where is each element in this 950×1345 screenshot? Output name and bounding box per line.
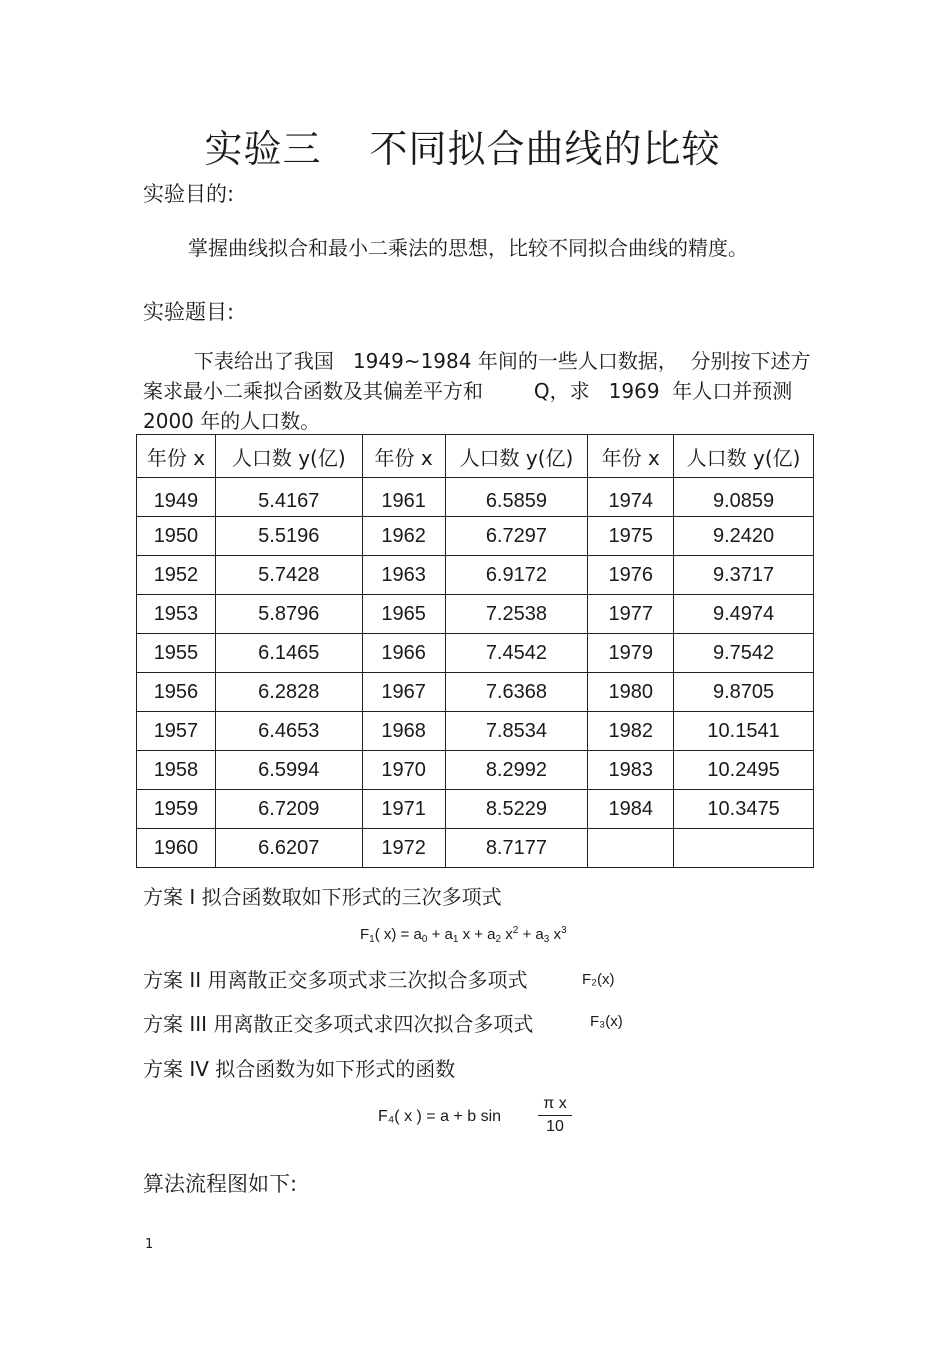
header-population: 人口数 y(亿) xyxy=(215,435,362,478)
population-cell: 5.5196 xyxy=(215,517,362,556)
population-cell: 7.6368 xyxy=(445,673,588,712)
population-cell: 6.7297 xyxy=(445,517,588,556)
problem-line: 2000 年的人口数。 xyxy=(143,409,321,433)
year-cell: 1967 xyxy=(362,673,445,712)
year-cell: 1957 xyxy=(137,712,216,751)
year-cell: 1959 xyxy=(137,790,216,829)
year-cell: 1976 xyxy=(588,556,674,595)
formula-f4: F₄( x ) = a + b sin xyxy=(378,1108,502,1125)
year-cell: 1955 xyxy=(137,634,216,673)
table-row xyxy=(137,751,814,790)
population-cell: 9.4974 xyxy=(674,595,814,634)
population-cell: 6.9172 xyxy=(445,556,588,595)
year-cell: 1960 xyxy=(137,829,216,868)
year-cell: 1971 xyxy=(362,790,445,829)
table-row xyxy=(137,634,814,673)
population-cell: 8.5229 xyxy=(445,790,588,829)
page-title: 实验三 不同拟合曲线的比较 xyxy=(204,127,721,171)
fraction-numerator: π x xyxy=(543,1095,567,1112)
scheme-1: 方案 I 拟合函数取如下形式的三次多项式 xyxy=(143,885,502,909)
purpose-text: 掌握曲线拟合和最小二乘法的思想，比较不同拟合曲线的精度。 xyxy=(188,236,748,260)
population-cell: 5.7428 xyxy=(215,556,362,595)
population-cell: 10.3475 xyxy=(674,790,814,829)
population-cell: 8.7177 xyxy=(445,829,588,868)
page-number: 1 xyxy=(145,1237,154,1252)
year-cell: 1952 xyxy=(137,556,216,595)
header-population: 人口数 y(亿) xyxy=(674,435,814,478)
flow-heading: 算法流程图如下: xyxy=(143,1172,298,1196)
header-population: 人口数 y(亿) xyxy=(445,435,588,478)
population-table xyxy=(136,434,814,868)
scheme-2: 方案 II 用离散正交多项式求三次拟合多项式 xyxy=(143,968,528,992)
year-cell: 1950 xyxy=(137,517,216,556)
population-cell: 6.7209 xyxy=(215,790,362,829)
formula-f2: F₂(x) xyxy=(582,971,615,988)
formula-f3: F₃(x) xyxy=(590,1013,623,1030)
year-cell: 1983 xyxy=(588,751,674,790)
year-cell: 1980 xyxy=(588,673,674,712)
table-row xyxy=(137,517,814,556)
year-cell: 1965 xyxy=(362,595,445,634)
population-cell: 10.2495 xyxy=(674,751,814,790)
formula-f4-fraction xyxy=(538,1095,572,1136)
problem-line: 下表给出了我国 1949~1984 年间的一些人口数据， 分别按下述方 xyxy=(143,349,811,373)
problem-line: 案求最小二乘拟合函数及其偏差平方和 Q，求 1969 年人口并预测 xyxy=(143,379,793,403)
year-cell: 1961 xyxy=(362,478,445,517)
formula-f1: $F_1$( $x) = a_0 + a_1$ $x + a_2$ $x^2 + a_3$ $x^3$ xyxy=(360,925,567,945)
population-cell: 6.2828 xyxy=(215,673,362,712)
table-row xyxy=(137,673,814,712)
population-cell: 6.5994 xyxy=(215,751,362,790)
year-cell: 1979 xyxy=(588,634,674,673)
year-cell: 1968 xyxy=(362,712,445,751)
scheme-3: 方案 III 用离散正交多项式求四次拟合多项式 xyxy=(143,1012,534,1036)
problem-text xyxy=(143,346,813,436)
population-cell: 6.1465 xyxy=(215,634,362,673)
population-cell: 9.3717 xyxy=(674,556,814,595)
year-cell: 1984 xyxy=(588,790,674,829)
table-row xyxy=(137,556,814,595)
population-cell: 8.2992 xyxy=(445,751,588,790)
population-cell: 9.8705 xyxy=(674,673,814,712)
table-row xyxy=(137,790,814,829)
header-year: 年份 x xyxy=(362,435,445,478)
population-cell: 5.4167 xyxy=(215,478,362,517)
table-row xyxy=(137,829,814,868)
year-cell: 1958 xyxy=(137,751,216,790)
fraction-denominator: 10 xyxy=(546,1118,564,1135)
population-cell: 6.5859 xyxy=(445,478,588,517)
year-cell: 1982 xyxy=(588,712,674,751)
population-cell: 9.7542 xyxy=(674,634,814,673)
population-cell: 10.1541 xyxy=(674,712,814,751)
population-cell: 6.6207 xyxy=(215,829,362,868)
year-cell: 1972 xyxy=(362,829,445,868)
table-header-row xyxy=(137,435,814,478)
header-year: 年份 x xyxy=(137,435,216,478)
population-cell xyxy=(674,829,814,868)
year-cell: 1977 xyxy=(588,595,674,634)
year-cell: 1970 xyxy=(362,751,445,790)
population-cell: 7.4542 xyxy=(445,634,588,673)
year-cell: 1975 xyxy=(588,517,674,556)
population-cell: 9.2420 xyxy=(674,517,814,556)
problem-heading: 实验题目: xyxy=(143,300,235,324)
table-row xyxy=(137,712,814,751)
population-cell: 6.4653 xyxy=(215,712,362,751)
population-cell: 5.8796 xyxy=(215,595,362,634)
year-cell: 1956 xyxy=(137,673,216,712)
year-cell: 1974 xyxy=(588,478,674,517)
population-cell: 9.0859 xyxy=(674,478,814,517)
year-cell xyxy=(588,829,674,868)
population-cell: 7.8534 xyxy=(445,712,588,751)
purpose-heading: 实验目的: xyxy=(143,182,235,206)
year-cell: 1966 xyxy=(362,634,445,673)
scheme-4: 方案 IV 拟合函数为如下形式的函数 xyxy=(143,1057,456,1081)
header-year: 年份 x xyxy=(588,435,674,478)
table-row xyxy=(137,595,814,634)
table-row xyxy=(137,478,814,517)
year-cell: 1962 xyxy=(362,517,445,556)
year-cell: 1953 xyxy=(137,595,216,634)
fraction-bar xyxy=(538,1115,572,1116)
year-cell: 1949 xyxy=(137,478,216,517)
year-cell: 1963 xyxy=(362,556,445,595)
population-cell: 7.2538 xyxy=(445,595,588,634)
